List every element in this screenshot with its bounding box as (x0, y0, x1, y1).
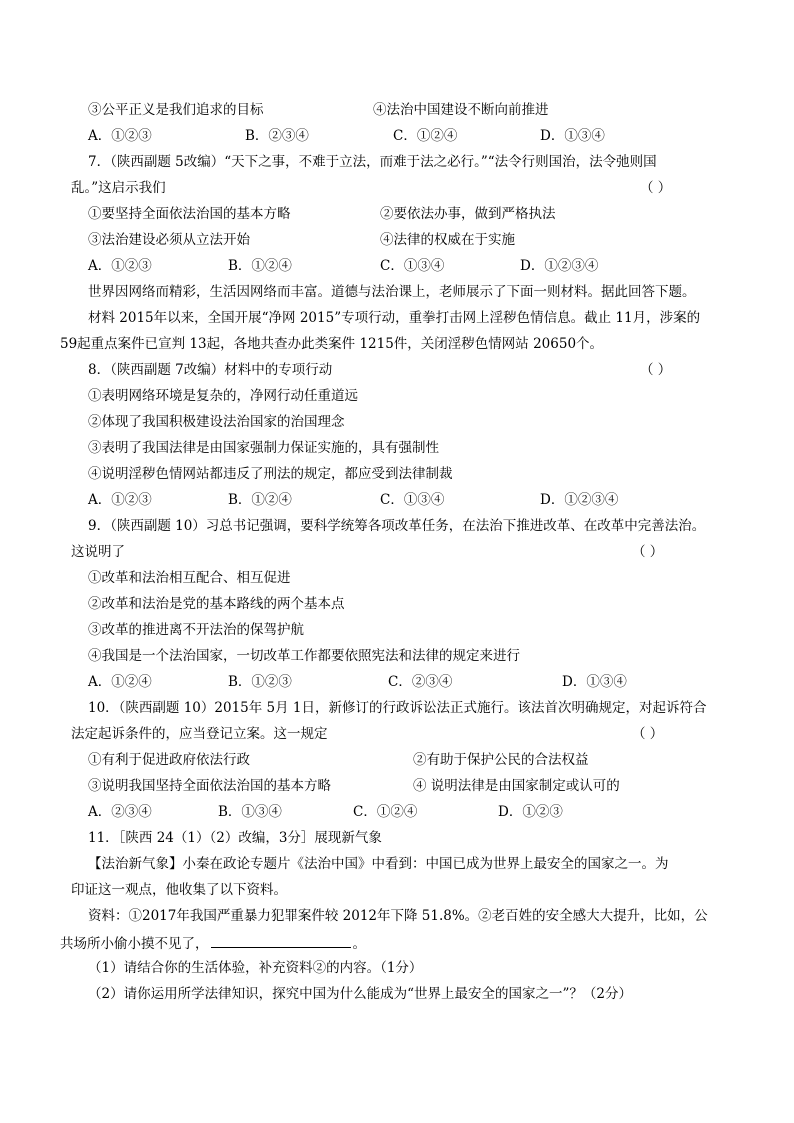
q10-stem-line1: 10．（陕西副题 10）2015年 5月 1日，新修订的行政诉讼法正式施行。该法首次明确规定，对起诉符合 (88, 700, 707, 716)
q11-stem: 11．［陕西 24（1）（2）改编，3分］展现新气象 (88, 830, 382, 846)
q7-item-4: ④法律的权威在于实施 (380, 232, 515, 248)
q9-item-3: ③改革的推进离不开法治的保驾护航 (88, 622, 304, 638)
material-intro-line3: 59起重点案件已宣判 13起，各地共查办此类案件 1215件，关闭淫秽色情网站 20650个。 (60, 336, 604, 352)
q10-item-2: ②有助于保护公民的合法权益 (413, 752, 589, 768)
material-intro-line1: 世界因网络而精彩，生活因网络而丰富。道德与法治课上，老师展示了下面一则材料。据此回答下题。 (88, 284, 696, 300)
q9-option-d: D．①③④ (562, 674, 627, 690)
q6-option-b: B．②③④ (245, 128, 309, 144)
q6-option-d: D．①③④ (540, 128, 605, 144)
q11-paragraph-line1: 【法治新气象】小秦在政论专题片《法治中国》中看到：中国已成为世界上最安全的国家之一。为 (88, 856, 669, 872)
q7-item-2: ②要依法办事，做到严格执法 (380, 206, 556, 222)
q8-option-c: C．①③④ (380, 492, 445, 508)
q8-item-3: ③表明了我国法律是由国家强制力保证实施的，具有强制性 (88, 440, 439, 456)
q7-option-c: C．①③④ (380, 258, 445, 274)
q9-item-2: ②改革和法治是党的基本路线的两个基本点 (88, 596, 345, 612)
q9-stem-line2: 这说明了 (71, 544, 125, 560)
q7-option-a: A．①②③ (88, 258, 152, 274)
q6-item-3: ③公平正义是我们追求的目标 (88, 102, 264, 118)
material-intro-line2: 材料 2015年以来，全国开展“净网 2015”专项行动，重拳打击网上淫秽色情信息。截止 11月，涉案的 (88, 310, 701, 326)
q9-option-a: A．①②④ (88, 674, 152, 690)
q7-item-1: ①要坚持全面依法治国的基本方略 (88, 206, 291, 222)
q10-answer-bracket: （ ） (632, 726, 664, 742)
q7-item-3: ③法治建设必须从立法开始 (88, 232, 250, 248)
q11-data-line2-end: 。 (352, 936, 366, 952)
q11-paragraph-line2: 印证这一观点，他收集了以下资料。 (71, 882, 287, 898)
q9-option-b: B．①②③ (228, 674, 292, 690)
q8-option-b: B．①②④ (228, 492, 292, 508)
q8-item-4: ④说明淫秽色情网站都违反了刑法的规定，都应受到法律制裁 (88, 466, 453, 482)
q10-stem-line2: 法定起诉条件的，应当登记立案。这一规定 (71, 726, 328, 742)
q10-item-3: ③说明我国坚持全面依法治国的基本方略 (88, 778, 331, 794)
q10-option-d: D．①②③ (498, 804, 563, 820)
q8-option-d: D．①②③④ (540, 492, 619, 508)
q8-stem: 8．（陕西副题 7改编）材料中的专项行动 (88, 362, 333, 378)
q11-data-line2-text: 共场所小偷小摸不见了， (60, 936, 209, 952)
q11-data-line2 (60, 934, 366, 952)
q9-option-c: C．②③④ (388, 674, 453, 690)
q8-option-a: A．①②③ (88, 492, 152, 508)
q10-option-c: C．①②④ (353, 804, 418, 820)
q11-subquestion-2: （2）请你运用所学法律知识，探究中国为什么能成为“世界上最安全的国家之一”？（2分） (88, 986, 632, 1002)
q10-option-a: A．②③④ (88, 804, 152, 820)
q8-item-2: ②体现了我国积极建设法治国家的治国理念 (88, 414, 345, 430)
q7-stem-line2: 乱。”这启示我们 (71, 180, 166, 196)
q9-stem-line1: 9．（陕西副题 10）习总书记强调，要科学统筹各项改革任务，在法治下推进改革、在改革中完善法治。 (88, 518, 706, 534)
q7-answer-bracket: （ ） (640, 180, 672, 196)
q6-option-a: A．①②③ (88, 128, 152, 144)
q7-option-d: D．①②③④ (520, 258, 599, 274)
answer-blank[interactable] (211, 934, 351, 948)
q10-option-b: B．①③④ (218, 804, 282, 820)
q7-stem-line1: 7．（陕西副题 5改编）“天下之事，不难于立法，而难于法之必行。”“法令行则国治，法令弛则国 (88, 154, 657, 170)
q9-item-1: ①改革和法治相互配合、相互促进 (88, 570, 291, 586)
q7-option-b: B．①②④ (228, 258, 292, 274)
q11-data-line1: 资料：①2017年我国严重暴力犯罪案件较 2012年下降 51.8%。②老百姓的安全感大大提升，比如，公 (88, 908, 708, 924)
q9-item-4: ④我国是一个法治国家，一切改革工作都要依照宪法和法律的规定来进行 (88, 648, 520, 664)
q6-option-c: C．①②④ (393, 128, 458, 144)
q10-item-1: ①有利于促进政府依法行政 (88, 752, 250, 768)
q9-answer-bracket: （ ） (632, 544, 664, 560)
q6-item-4: ④法治中国建设不断向前推进 (373, 102, 549, 118)
q11-subquestion-1: （1）请结合你的生活体验，补充资料②的内容。（1分） (88, 960, 423, 976)
q8-item-1: ①表明网络环境是复杂的，净网行动任重道远 (88, 388, 358, 404)
q8-answer-bracket: （ ） (640, 362, 672, 378)
q10-item-4: ④ 说明法律是由国家制定或认可的 (413, 778, 620, 794)
